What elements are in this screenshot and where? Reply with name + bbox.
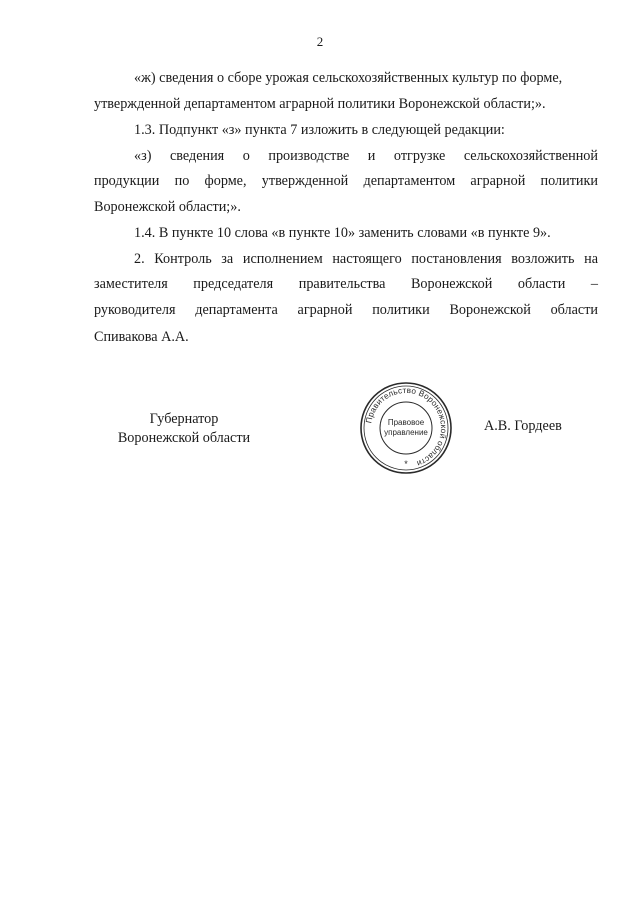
paragraph-1-line-1: «ж) сведения о сборе урожая сельскохозяйственных культур по форме, [134, 70, 563, 86]
paragraph-2-line-1: 1.3. Подпункт «з» пункта 7 изложить в следующей редакции: [134, 122, 505, 138]
signature-position [116, 410, 252, 448]
signatory-name: А.В. Гордеев [484, 418, 562, 434]
paragraph-4-line-1: 1.4. В пункте 10 слова «в пункте 10» заменить словами «в пункте 9». [134, 225, 551, 241]
position-region: Воронежской области [117, 430, 251, 446]
official-stamp [359, 381, 453, 475]
paragraph-5-line-1: 2. Контроль за исполнением настоящего постановления возложить на [134, 251, 598, 267]
paragraph-5-line-2: заместителя председателя правительства Воронежской области – [94, 276, 598, 292]
position-title: Губернатор [149, 411, 219, 427]
stamp-inner-line-1: Правовое [387, 418, 425, 427]
page-number: 2 [316, 34, 324, 49]
paragraph-5-line-3: руководителя департамента аграрной политики Воронежской области [94, 302, 598, 318]
paragraph-5-line-4: Спивакова А.А. [94, 329, 189, 345]
paragraph-1-line-2: утвержденной департаментом аграрной политики Воронежской области;». [94, 96, 546, 112]
paragraph-3-line-1: «з) сведения о производстве и отгрузке сельскохозяйственной [134, 148, 598, 164]
paragraph-3-line-3: Воронежской области;». [94, 199, 241, 215]
stamp-outer-text: Правительство Воронежской области [364, 385, 449, 469]
stamp-star: * [404, 459, 408, 469]
paragraph-3-line-2: продукции по форме, утвержденной департаментом аграрной политики [94, 173, 598, 189]
stamp-inner-line-2: управление [384, 428, 428, 437]
